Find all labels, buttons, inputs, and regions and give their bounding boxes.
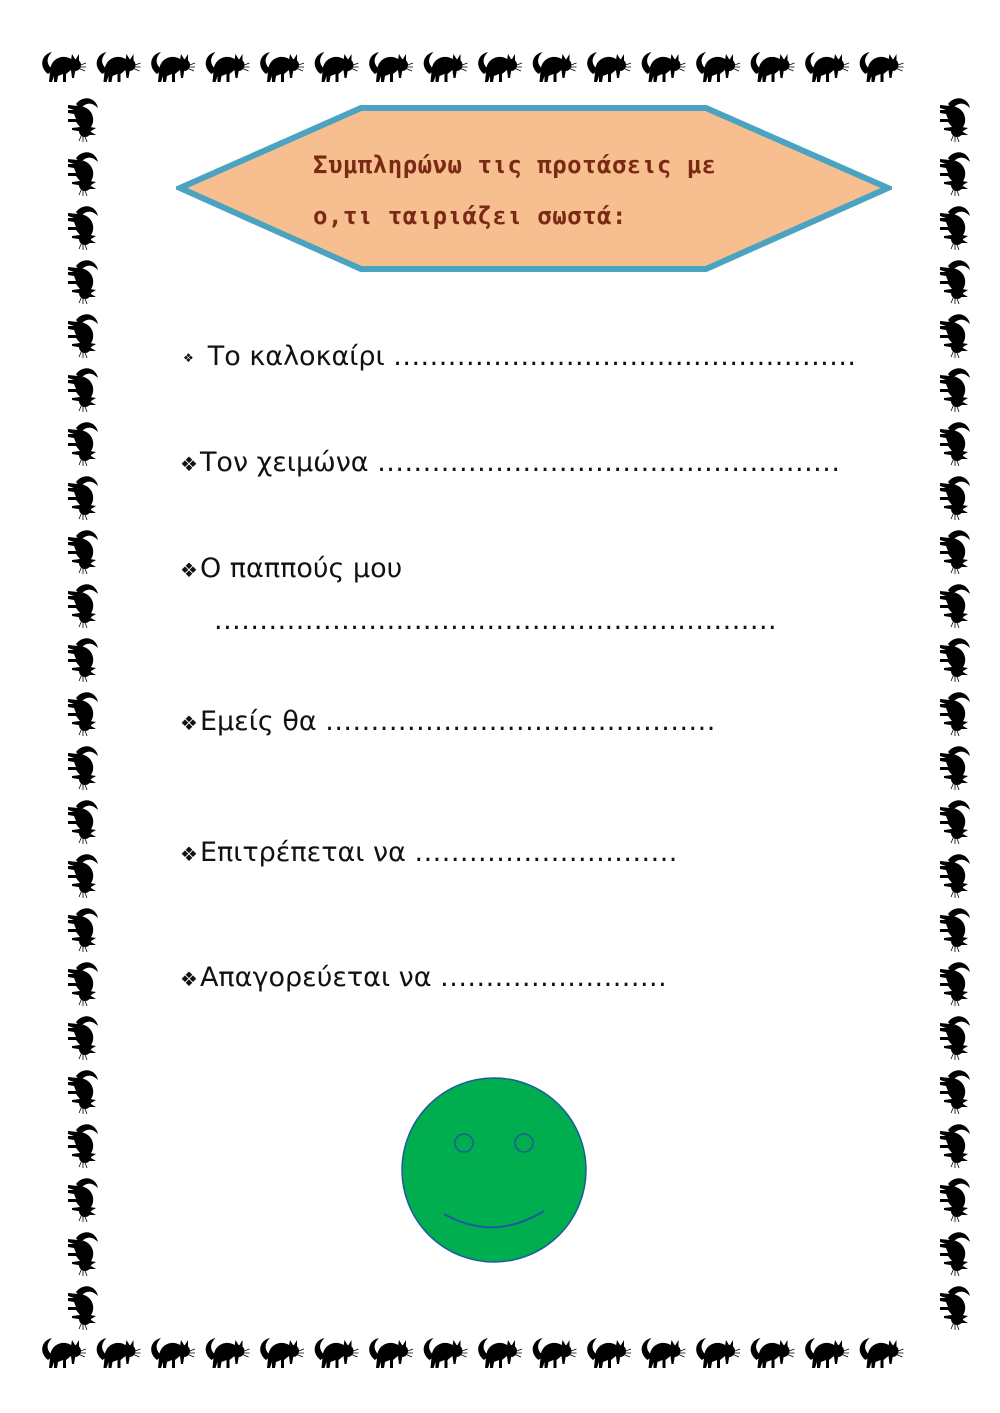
- black-cat-icon: [940, 314, 970, 358]
- black-cat-icon: [751, 52, 795, 82]
- black-cat-icon: [68, 692, 98, 736]
- black-cat-icon: [940, 908, 970, 952]
- sentence-1: [180, 340, 857, 375]
- black-cat-icon: [478, 52, 522, 82]
- black-cat-icon: [424, 1338, 468, 1368]
- black-cat-icon: [940, 1232, 970, 1276]
- black-cat-icon: [940, 530, 970, 574]
- sentence-6: [180, 961, 667, 996]
- banner-shape: [176, 104, 892, 274]
- black-cat-icon: [587, 52, 631, 82]
- black-cat-icon: [751, 1338, 795, 1368]
- black-cat-icon: [369, 52, 413, 82]
- black-cat-icon: [940, 584, 970, 628]
- black-cat-icon: [151, 52, 195, 82]
- sentence-2-text: Τον χειμώνα: [199, 447, 369, 478]
- sentence-2-blank[interactable]: ...................................................: [377, 447, 841, 478]
- sentence-4-blank[interactable]: ...........................................: [325, 706, 716, 737]
- black-cat-icon: [260, 1338, 304, 1368]
- smiley-face-icon: [400, 1077, 590, 1267]
- black-cat-icon: [68, 854, 98, 898]
- black-cat-icon: [68, 314, 98, 358]
- black-cat-icon: [860, 52, 904, 82]
- black-cat-icon: [940, 368, 970, 412]
- black-cat-icon: [42, 1338, 86, 1368]
- black-cat-icon: [642, 52, 686, 82]
- black-cat-icon: [68, 152, 98, 196]
- sentence-1-blank[interactable]: ...................................................: [393, 341, 857, 372]
- black-cat-icon: [68, 98, 98, 142]
- black-cat-icon: [68, 584, 98, 628]
- black-cat-icon: [940, 800, 970, 844]
- black-cat-icon: [315, 52, 359, 82]
- black-cat-icon: [478, 1338, 522, 1368]
- black-cat-icon: [369, 1338, 413, 1368]
- black-cat-icon: [642, 1338, 686, 1368]
- sentence-5: [180, 836, 678, 871]
- black-cat-icon: [68, 1124, 98, 1168]
- title-line-2: ο,τι ταιριάζει σωστά:: [313, 202, 627, 230]
- black-cat-icon: [533, 52, 577, 82]
- four-diamond-bullet-icon: ❖: [180, 558, 198, 582]
- black-cat-icon: [940, 692, 970, 736]
- black-cat-icon: [68, 1286, 98, 1330]
- title-line-1: Συμπληρώνω τις προτάσεις με: [313, 151, 717, 179]
- black-cat-icon: [42, 52, 86, 82]
- black-cat-icon: [940, 152, 970, 196]
- black-cat-icon: [68, 1070, 98, 1114]
- sentence-5-blank[interactable]: .............................: [414, 837, 678, 868]
- black-cat-icon: [68, 1232, 98, 1276]
- black-cat-icon: [940, 1016, 970, 1060]
- black-cat-icon: [533, 1338, 577, 1368]
- black-cat-icon: [940, 206, 970, 250]
- sentence-1-text: Το καλοκαίρι: [207, 341, 385, 372]
- black-cat-icon: [68, 962, 98, 1006]
- black-cat-icon: [940, 962, 970, 1006]
- black-cat-icon: [587, 1338, 631, 1368]
- four-diamond-bullet-icon: ❖: [180, 711, 198, 735]
- sentence-3-blank[interactable]: ..............................................................: [214, 605, 778, 636]
- black-cat-icon: [68, 530, 98, 574]
- black-cat-icon: [68, 422, 98, 466]
- black-cat-icon: [97, 52, 141, 82]
- black-cat-icon: [206, 52, 250, 82]
- black-cat-icon: [260, 52, 304, 82]
- black-cat-icon: [940, 1124, 970, 1168]
- black-cat-icon: [940, 422, 970, 466]
- sentence-2: [180, 446, 840, 481]
- black-cat-icon: [68, 746, 98, 790]
- black-cat-icon: [151, 1338, 195, 1368]
- black-cat-icon: [940, 260, 970, 304]
- black-cat-icon: [68, 476, 98, 520]
- black-cat-icon: [315, 1338, 359, 1368]
- four-diamond-bullet-icon: ❖: [180, 967, 198, 991]
- black-cat-icon: [805, 1338, 849, 1368]
- sentence-6-text: Απαγορεύεται να: [199, 962, 432, 993]
- black-cat-icon: [940, 476, 970, 520]
- four-diamond-bullet-icon: ❖: [180, 842, 198, 866]
- black-cat-icon: [68, 206, 98, 250]
- black-cat-icon: [68, 908, 98, 952]
- black-cat-icon: [68, 1016, 98, 1060]
- black-cat-icon: [940, 746, 970, 790]
- black-cat-icon: [860, 1338, 904, 1368]
- black-cat-icon: [940, 854, 970, 898]
- sentence-3-text: Ο παππούς μου: [199, 553, 403, 584]
- sentence-4: [180, 705, 716, 740]
- black-cat-icon: [68, 260, 98, 304]
- black-cat-icon: [68, 800, 98, 844]
- black-cat-icon: [940, 98, 970, 142]
- black-cat-icon: [68, 1178, 98, 1222]
- black-cat-icon: [424, 52, 468, 82]
- sentence-3: [180, 552, 402, 587]
- black-cat-icon: [97, 1338, 141, 1368]
- black-cat-icon: [696, 1338, 740, 1368]
- black-cat-icon: [696, 52, 740, 82]
- title-banner: [176, 104, 892, 274]
- black-cat-icon: [940, 1178, 970, 1222]
- sentence-6-blank[interactable]: .........................: [440, 962, 668, 993]
- sentence-4-text: Εμείς θα: [199, 706, 317, 737]
- four-diamond-bullet-icon: ❖: [180, 452, 198, 476]
- four-diamond-bullet-icon: ❖: [183, 351, 194, 365]
- black-cat-icon: [68, 638, 98, 682]
- black-cat-icon: [940, 1070, 970, 1114]
- black-cat-icon: [940, 1286, 970, 1330]
- black-cat-icon: [940, 638, 970, 682]
- sentence-5-text: Επιτρέπεται να: [199, 837, 406, 868]
- black-cat-icon: [206, 1338, 250, 1368]
- black-cat-icon: [805, 52, 849, 82]
- black-cat-icon: [68, 368, 98, 412]
